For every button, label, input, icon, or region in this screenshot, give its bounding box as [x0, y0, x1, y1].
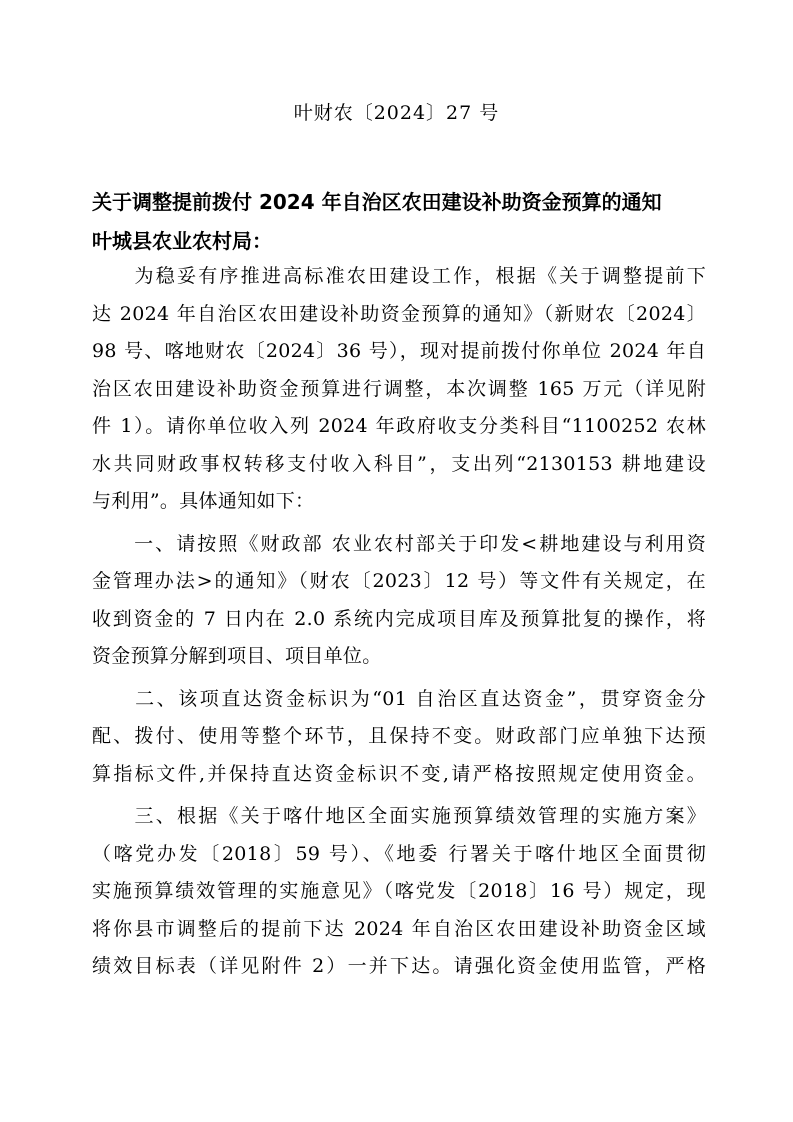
document-number: 叶财农〔2024〕27 号 — [293, 102, 500, 124]
text-line: 为稳妥有序推进高标准农田建设工作，根据《关于调整提前下 — [92, 265, 706, 287]
text-line: 资金预算分解到项目、项目单位。 — [92, 645, 382, 667]
paragraph-item-2 — [92, 681, 706, 794]
text-line: 水共同财政事权转移支付收入科目”，支出列“2130153 耕地建设 — [92, 452, 706, 475]
paragraph-intro — [92, 258, 706, 521]
text-line: 金管理办法>的通知》（财农〔2023〕12 号）等文件有关规定，在 — [92, 570, 706, 592]
text-line: 与利用”。具体通知如下： — [92, 490, 315, 512]
text-line: 算指标文件,并保持直达资金标识不变,请严格按照规定使用资金。 — [92, 762, 706, 785]
text-line: 98 号、喀地财农〔2024〕36 号），现对提前拨付你单位 2024 年自 — [92, 340, 706, 362]
paragraph-item-3 — [92, 798, 706, 986]
text-line: 件 1）。请你单位收入列 2024 年政府收支分类科目“1100252 农林 — [92, 415, 706, 437]
text-line: 绩效目标表（详见附件 2）一并下达。请强化资金使用监管，严格 — [92, 955, 706, 977]
text-line: 二、该项直达资金标识为“01 自治区直达资金”，贯穿资金分 — [92, 687, 706, 710]
text-line: （喀党办发〔2018〕59 号）、《地委 行署关于喀什地区全面贯彻 — [92, 842, 706, 865]
text-line: 三、根据《关于喀什地区全面实施预算绩效管理的实施方案》 — [92, 805, 706, 827]
paragraph-item-1 — [92, 526, 706, 676]
document-title: 关于调整提前拨付 2024 年自治区农田建设补助资金预算的通知 — [92, 190, 662, 214]
text-line: 一、请按照《财政部 农业农村部关于印发<耕地建设与利用资 — [92, 532, 706, 555]
text-line: 将你县市调整后的提前下达 2024 年自治区农田建设补助资金区域 — [92, 917, 706, 940]
document-body — [92, 258, 706, 986]
text-line: 实施预算绩效管理的实施意见》（喀党发〔2018〕16 号）规定，现 — [92, 880, 706, 902]
text-line: 配、拨付、使用等整个环节，且保持不变。财政部门应单独下达预 — [92, 725, 706, 747]
text-line: 收到资金的 7 日内在 2.0 系统内完成项目库及预算批复的操作，将 — [92, 607, 706, 630]
text-line: 达 2024 年自治区农田建设补助资金预算的通知》（新财农〔2024〕 — [92, 302, 706, 325]
text-line: 治区农田建设补助资金预算进行调整，本次调整 165 万元（详见附 — [92, 377, 706, 400]
addressee: 叶城县农业农村局： — [92, 229, 272, 253]
